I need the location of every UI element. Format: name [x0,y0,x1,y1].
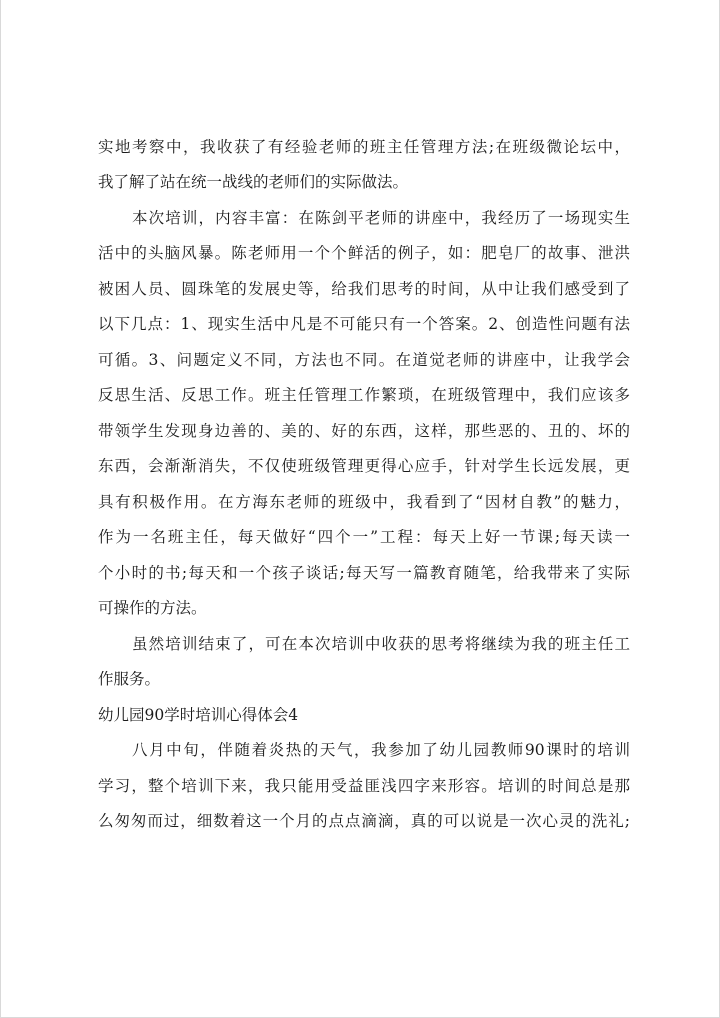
text-line: 我了解了站在统一战线的老师们的实际做法。 [98,173,409,191]
text-line: 学习，整个培训下来，我只能用受益匪浅四字来形容。培训的时间总是那 [98,777,630,795]
text-line: 具有积极作用。在方海东老师的班级中，我看到了“因材自教”的魅力， [98,493,630,511]
text-line: 活中的头脑风暴。陈老师用一个个鲜活的例子，如：肥皂厂的故事、泄洪 [98,244,630,262]
text-line: 可循。3、问题定义不同，方法也不同。在道觉老师的讲座中，让我学会 [98,351,630,369]
text-line: 以下几点：1、现实生活中凡是不可能只有一个答案。2、创造性问题有法 [98,315,630,333]
text-line: 作为一名班主任，每天做好“四个一”工程：每天上好一节课;每天读一 [98,528,630,546]
text-line: 带领学生发现身边善的、美的、好的东西，这样，那些恶的、丑的、坏的 [98,422,630,440]
text-line: 实地考察中，我收获了有经验老师的班主任管理方法;在班级微论坛中， [98,138,630,156]
text-line: 本次培训，内容丰富：在陈剑平老师的讲座中，我经历了一场现实生 [132,209,630,227]
text-line: 八月中旬，伴随着炎热的天气，我参加了幼儿园教师90课时的培训 [132,741,630,759]
text-line: 东西，会渐渐消失，不仅使班级管理更得心应手，针对学生长远发展，更 [98,457,630,475]
text-line: 作服务。 [98,670,161,688]
text-line: 可操作的方法。 [98,599,207,617]
text-line: 么匆匆而过，细数着这一个月的点点滴滴，真的可以说是一次心灵的洗礼; [98,812,630,830]
text-line: 反思生活、反思工作。班主任管理工作繁琐，在班级管理中，我们应该多 [98,386,630,404]
text-line: 虽然培训结束了，可在本次培训中收获的思考将继续为我的班主任工 [132,635,630,653]
section-heading: 幼儿园90学时培训心得体会4 [98,706,299,724]
text-line: 个小时的书;每天和一个孩子谈话;每天写一篇教育随笔，给我带来了实际 [98,564,630,582]
text-line: 被困人员、圆珠笔的发展史等，给我们思考的时间，从中让我们感受到了 [98,280,630,298]
